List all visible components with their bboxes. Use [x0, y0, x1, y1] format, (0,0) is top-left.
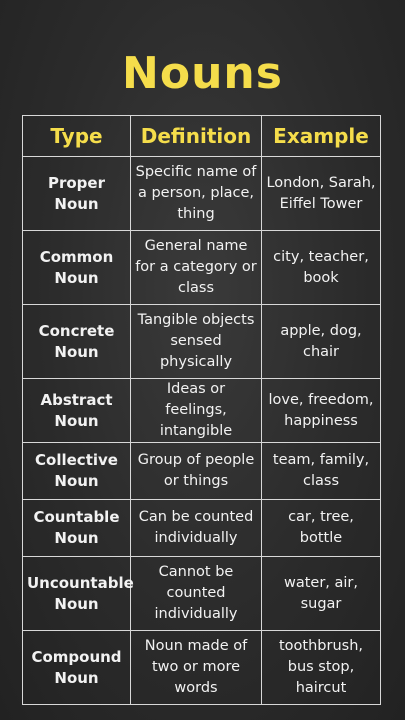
definition-cell: Ideas or feelings, intangible: [131, 379, 262, 443]
example-cell: apple, dog, chair: [262, 305, 381, 379]
table-row: [23, 500, 381, 557]
type-cell: Collective Noun: [23, 443, 131, 500]
table-row: [23, 305, 381, 379]
type-cell: Uncountable Noun: [23, 557, 131, 631]
example-cell: toothbrush, bus stop, haircut: [262, 631, 381, 705]
example-cell: city, teacher, book: [262, 231, 381, 305]
type-cell: Common Noun: [23, 231, 131, 305]
definition-cell: Can be counted individually: [131, 500, 262, 557]
table-header-row: [23, 116, 381, 157]
definition-cell: Group of people or things: [131, 443, 262, 500]
type-cell: Abstract Noun: [23, 379, 131, 443]
table-row: [23, 231, 381, 305]
type-cell: Countable Noun: [23, 500, 131, 557]
example-cell: car, tree, bottle: [262, 500, 381, 557]
table-row: [23, 557, 381, 631]
nouns-table: [22, 115, 381, 705]
definition-cell: Tangible objects sensed physically: [131, 305, 262, 379]
table-row: [23, 157, 381, 231]
table-row: [23, 379, 381, 443]
header-definition: Definition: [131, 116, 262, 157]
header-type: Type: [23, 116, 131, 157]
type-cell: Concrete Noun: [23, 305, 131, 379]
example-cell: water, air, sugar: [262, 557, 381, 631]
header-example: Example: [262, 116, 381, 157]
table-row: [23, 443, 381, 500]
example-cell: London, Sarah, Eiffel Tower: [262, 157, 381, 231]
example-cell: love, freedom, happiness: [262, 379, 381, 443]
definition-cell: Cannot be counted individually: [131, 557, 262, 631]
table-row: [23, 631, 381, 705]
definition-cell: Noun made of two or more words: [131, 631, 262, 705]
example-cell: team, family, class: [262, 443, 381, 500]
page-title: Nouns: [122, 48, 283, 99]
type-cell: Compound Noun: [23, 631, 131, 705]
definition-cell: Specific name of a person, place, thing: [131, 157, 262, 231]
definition-cell: General name for a category or class: [131, 231, 262, 305]
type-cell: Proper Noun: [23, 157, 131, 231]
